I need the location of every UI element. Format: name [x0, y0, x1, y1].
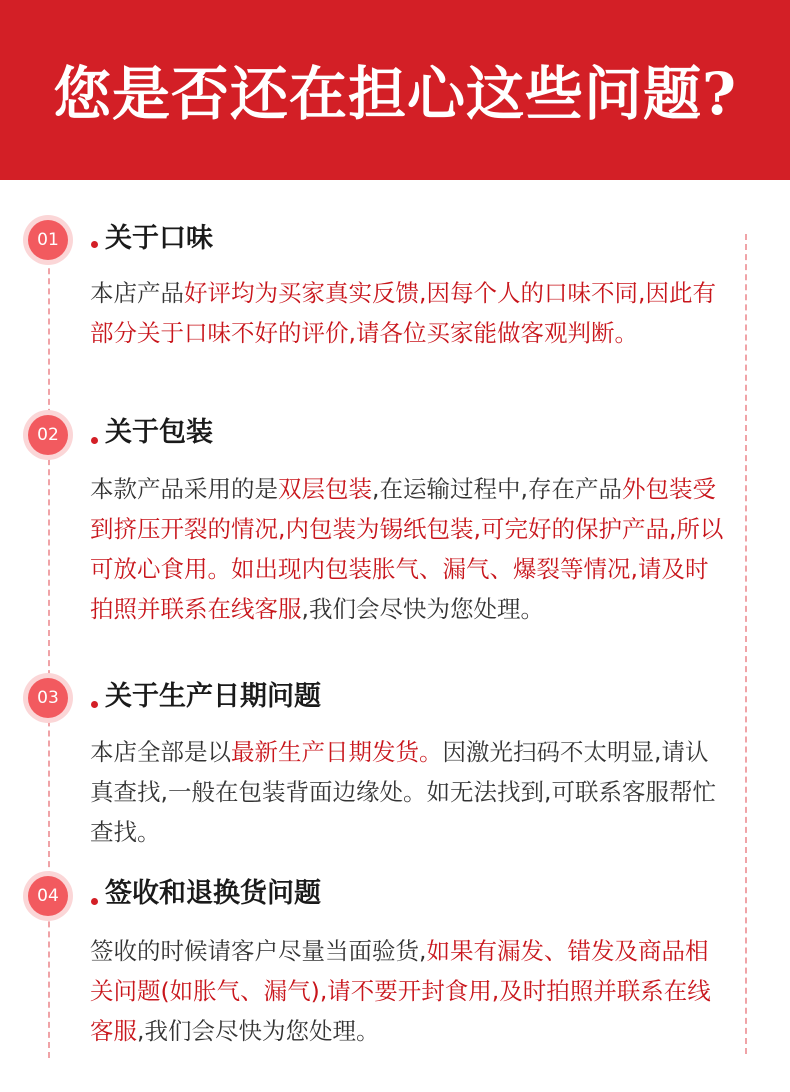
section-body — [90, 469, 730, 629]
section-body — [90, 732, 730, 852]
section-number-badge: 02 — [28, 415, 68, 455]
body-highlight: 好评均为买家真实反馈,因每个人的口味不同,因此有部分关于口味不好的评价,请各位买家能做客观判断。 — [90, 279, 716, 347]
body-text: 签收的时候请客户尽量当面验货, — [90, 937, 427, 965]
body-highlight: 双层包装 — [278, 475, 372, 503]
section-number-badge: 04 — [28, 876, 68, 916]
section-number-badge: 03 — [28, 678, 68, 718]
body-text: 本款产品采用的是 — [90, 475, 278, 503]
body-highlight: 如果有漏发、错发及商品相关问题(如胀气、漏气),请不要开封食用,及时拍照并联系在线客服 — [90, 937, 711, 1045]
right-dashed-border — [745, 234, 747, 1054]
timeline-line — [48, 218, 50, 1058]
body-text: ,我们会尽快为您处理。 — [301, 595, 544, 623]
body-text: 本店全部是以 — [90, 738, 231, 766]
page-title: 您是否还在担心这些问题? — [53, 60, 737, 128]
body-text: 因激光扫码不太明显,请认真查找,一般在包装背面边缘处。如无法找到,可联系客服帮忙查找。 — [90, 738, 716, 846]
section-title: 关于包装 — [105, 417, 213, 448]
body-highlight: 外包装受到挤压开裂的情况,内包装为锡纸包装,可完好的保护产品,所以可放心食用。如出现内包装胀气、漏气、爆裂等情况,请及时拍照并联系在线客服 — [90, 475, 724, 623]
section-body — [90, 273, 730, 353]
bullet-dot — [91, 898, 98, 905]
body-text: ,我们会尽快为您处理。 — [137, 1017, 380, 1045]
body-text: 本店产品 — [90, 279, 184, 307]
bullet-dot — [91, 701, 98, 708]
section-title: 关于口味 — [105, 223, 213, 254]
body-text: ,在运输过程中,存在产品 — [372, 475, 622, 503]
bullet-dot — [91, 241, 98, 248]
section-body — [90, 931, 730, 1051]
bullet-dot — [91, 437, 98, 444]
section-number-badge: 01 — [28, 220, 68, 260]
body-highlight: 最新生产日期发货。 — [231, 738, 443, 766]
header-banner — [0, 0, 790, 180]
section-title: 关于生产日期问题 — [105, 681, 321, 712]
section-title: 签收和退换货问题 — [105, 878, 321, 909]
